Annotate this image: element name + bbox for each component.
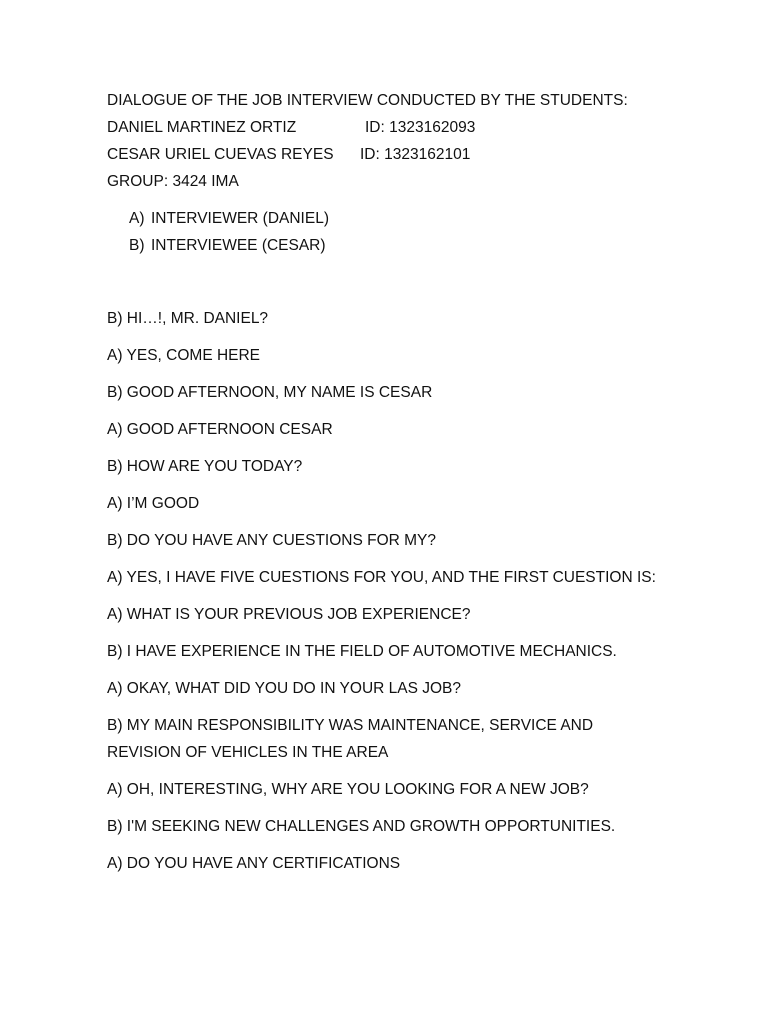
group-label: GROUP: 3424 IMA: [107, 173, 239, 190]
role-label: INTERVIEWEE (CESAR): [151, 237, 326, 254]
dialogue-line: B) GOOD AFTERNOON, MY NAME IS CESAR: [107, 384, 433, 401]
role-marker: B): [129, 237, 145, 254]
student-row-1: [107, 114, 667, 141]
dialogue-line: B) HI…!, MR. DANIEL?: [107, 310, 269, 327]
student-id-1: ID: 1323162093: [365, 119, 476, 136]
dialogue-list: [107, 305, 667, 877]
student-name-1: DANIEL MARTINEZ ORTIZ: [107, 119, 297, 136]
dialogue-line: A) OKAY, WHAT DID YOU DO IN YOUR LAS JOB?: [107, 680, 462, 697]
role-item-interviewee: [129, 232, 667, 259]
role-item-interviewer: [129, 205, 667, 232]
dialogue-line: A) I’M GOOD: [107, 495, 200, 512]
document-title: DIALOGUE OF THE JOB INTERVIEW CONDUCTED BY THE STUDENTS:: [107, 92, 628, 109]
dialogue-line: B) MY MAIN RESPONSIBILITY WAS MAINTENANCE, SERVICE AND REVISION OF VEHICLES IN THE AREA: [107, 717, 594, 761]
role-marker: A): [129, 210, 145, 227]
role-label: INTERVIEWER (DANIEL): [151, 210, 329, 227]
document-content: [107, 87, 667, 887]
dialogue-line: B) I'M SEEKING NEW CHALLENGES AND GROWTH OPPORTUNITIES.: [107, 818, 616, 835]
dialogue-line: A) DO YOU HAVE ANY CERTIFICATIONS: [107, 855, 401, 872]
student-id-2: ID: 1323162101: [360, 146, 471, 163]
dialogue-line: B) I HAVE EXPERIENCE IN THE FIELD OF AUTOMOTIVE MECHANICS.: [107, 643, 617, 660]
dialogue-line: A) YES, COME HERE: [107, 347, 261, 364]
dialogue-line: B) HOW ARE YOU TODAY?: [107, 458, 303, 475]
student-name-2: CESAR URIEL CUEVAS REYES: [107, 146, 334, 163]
dialogue-line: A) GOOD AFTERNOON CESAR: [107, 421, 333, 438]
dialogue-line: A) WHAT IS YOUR PREVIOUS JOB EXPERIENCE?: [107, 606, 471, 623]
student-row-2: [107, 141, 667, 168]
roles-list: [107, 205, 667, 259]
dialogue-line: A) OH, INTERESTING, WHY ARE YOU LOOKING FOR A NEW JOB?: [107, 781, 589, 798]
dialogue-line: B) DO YOU HAVE ANY CUESTIONS FOR MY?: [107, 532, 437, 549]
dialogue-line: A) YES, I HAVE FIVE CUESTIONS FOR YOU, AND THE FIRST CUESTION IS:: [107, 569, 656, 586]
